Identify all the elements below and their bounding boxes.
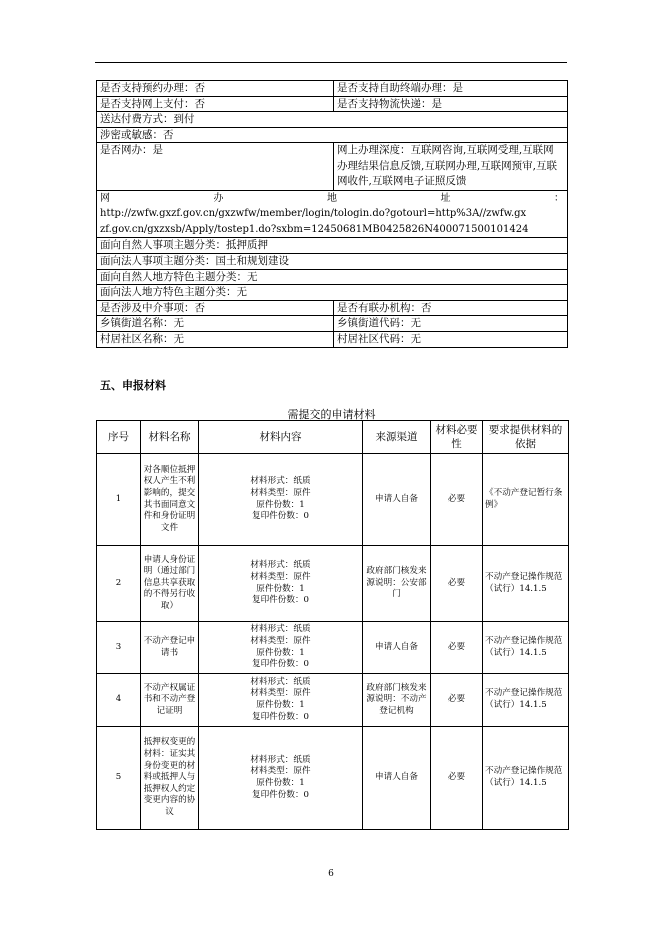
- table-row: [97, 285, 568, 301]
- content-copy-count: 复印件份数：0: [251, 711, 310, 722]
- header-required: 材料必要性: [431, 421, 483, 454]
- content-type: 材料类型：原件: [250, 487, 311, 498]
- row-required: 必要: [431, 546, 483, 622]
- header-content: 材料内容: [199, 421, 363, 454]
- village-code-cell: 村居社区代码：无: [334, 331, 568, 347]
- content-form: 材料形式：纸质: [250, 754, 311, 765]
- materials-table: [96, 420, 569, 830]
- logistics-cell: 是否支持物流快递：是: [334, 96, 568, 112]
- online-depth-cell: 网上办理深度：互联网咨询,互联网受理,互联网办理结果信息反馈,互联网办理,互联网预审,互联网收件,互联网电子证照反馈: [334, 143, 568, 191]
- row-name: 申请人身份证明（通过部门信息共享获取的不得另行收取）: [141, 546, 199, 622]
- self-terminal-cell: 是否支持自助终端办理：是: [334, 81, 568, 97]
- online-url-label: 网办地址：: [100, 192, 564, 204]
- row-basis: 《不动产登记暂行条例》: [483, 454, 569, 546]
- row-required: 必要: [431, 454, 483, 546]
- row-name: 抵押权变更的材料：证实其身份变更的材料或抵押人与抵押权人约定变更内容的协议: [141, 727, 199, 830]
- content-copy-count: 复印件份数：0: [251, 595, 310, 606]
- table-row: [97, 96, 568, 112]
- table-row: [97, 300, 568, 316]
- online-service-cell: 是否网办：是: [97, 143, 334, 191]
- content-original-count: 原件份数：1: [256, 499, 305, 510]
- row-source: 申请人自备: [363, 727, 431, 830]
- row-name: 不动产登记申请书: [141, 622, 199, 674]
- row-basis: 不动产登记操作规范（试行）14.1.5: [483, 546, 569, 622]
- content-form: 材料形式：纸质: [250, 560, 311, 571]
- online-url-line-2[interactable]: zf.gov.cn/gxzxsb/Apply/tostep1.do?sxbm=12450681MB0425826N400071500101424: [100, 223, 529, 235]
- row-basis: 不动产登记操作规范（试行）14.1.5: [483, 674, 569, 727]
- online-payment-cell: 是否支持网上支付：否: [97, 96, 334, 112]
- row-required: 必要: [431, 674, 483, 727]
- content-copy-count: 复印件份数：0: [251, 659, 310, 670]
- table-row: [97, 454, 569, 546]
- table-row: [97, 253, 568, 269]
- content-type: 材料类型：原件: [250, 635, 311, 646]
- natural-local-theme-cell: 面向自然人地方特色主题分类：无: [97, 269, 568, 285]
- materials-table-caption: 需提交的申请材料: [287, 408, 376, 421]
- row-source: 申请人自备: [363, 454, 431, 546]
- secret-cell: 涉密或敏感：否: [97, 127, 568, 143]
- row-source: 政府部门核发来源说明：不动产登记机构: [363, 674, 431, 727]
- content-type: 材料类型：原件: [250, 766, 311, 777]
- content-copy-count: 复印件份数：0: [251, 511, 310, 522]
- legal-theme-cell: 面向法人事项主题分类：国土和规划建设: [97, 253, 568, 269]
- content-original-count: 原件份数：1: [256, 583, 305, 594]
- header-source: 来源渠道: [363, 421, 431, 454]
- intermediary-cell: 是否涉及中介事项：否: [97, 300, 334, 316]
- row-index: 5: [97, 727, 141, 830]
- row-content: [199, 546, 363, 622]
- row-index: 4: [97, 674, 141, 727]
- content-type: 材料类型：原件: [250, 571, 311, 582]
- delivery-fee-cell: 送达付费方式：到付: [97, 112, 568, 128]
- street-name-cell: 乡镇街道名称：无: [97, 316, 334, 332]
- row-content: [199, 622, 363, 674]
- header-index: 序号: [97, 421, 141, 454]
- header-rule: [95, 62, 567, 63]
- row-content: [199, 454, 363, 546]
- row-source: 政府部门核发来源说明：公安部门: [363, 546, 431, 622]
- page-number: 6: [328, 869, 334, 879]
- section-title: 五、申报材料: [100, 379, 166, 392]
- row-name: 不动产权属证书和不动产登记证明: [141, 674, 199, 727]
- legal-local-theme-cell: 面向法人地方特色主题分类：无: [97, 285, 568, 301]
- content-original-count: 原件份数：1: [256, 778, 305, 788]
- content-original-count: 原件份数：1: [256, 700, 305, 710]
- row-required: 必要: [431, 727, 483, 830]
- village-name-cell: 村居社区名称：无: [97, 331, 334, 347]
- online-url-line-1[interactable]: http://zwfw.gxzf.gov.cn/gxzwfw/member/login/tologin.do?gotourl=http%3A//zwfw.gx: [100, 208, 527, 220]
- table-row: [97, 331, 568, 347]
- natural-theme-cell: 面向自然人事项主题分类：抵押质押: [97, 238, 568, 254]
- online-url-cell: [97, 190, 568, 238]
- table-row: [97, 127, 568, 143]
- table-row: [97, 190, 568, 238]
- content-copy-count: 复印件份数：0: [251, 789, 310, 800]
- row-name: 对各顺位抵押权人产生不利影响的，提交其书面同意文件和身份证明文件: [141, 454, 199, 546]
- table-row: [97, 143, 568, 191]
- row-content: [199, 674, 363, 727]
- row-index: 2: [97, 546, 141, 622]
- header-name: 材料名称: [141, 421, 199, 454]
- row-content: [199, 727, 363, 830]
- table-row: [97, 727, 569, 830]
- table-row: [97, 112, 568, 128]
- table-row: [97, 316, 568, 332]
- row-index: 3: [97, 622, 141, 674]
- row-basis: 不动产登记操作规范（试行）14.1.5: [483, 727, 569, 830]
- materials-header-row: [97, 421, 569, 454]
- joint-org-cell: 是否有联办机构：否: [334, 300, 568, 316]
- table-row: [97, 238, 568, 254]
- header-basis: 要求提供材料的依据: [483, 421, 569, 454]
- content-form: 材料形式：纸质: [250, 624, 311, 635]
- matter-info-table: [96, 80, 568, 348]
- table-row: [97, 269, 568, 285]
- row-basis: 不动产登记操作规范（试行）14.1.5: [483, 622, 569, 674]
- row-required: 必要: [431, 622, 483, 674]
- table-row: [97, 81, 568, 97]
- row-source: 申请人自备: [363, 622, 431, 674]
- content-original-count: 原件份数：1: [256, 647, 305, 658]
- table-row: [97, 546, 569, 622]
- table-row: [97, 622, 569, 674]
- content-type: 材料类型：原件: [250, 688, 311, 699]
- row-index: 1: [97, 454, 141, 546]
- content-form: 材料形式：纸质: [250, 476, 311, 487]
- street-code-cell: 乡镇街道代码：无: [334, 316, 568, 332]
- table-row: [97, 674, 569, 727]
- content-form: 材料形式：纸质: [250, 676, 311, 687]
- appointment-cell: 是否支持预约办理：否: [97, 81, 334, 97]
